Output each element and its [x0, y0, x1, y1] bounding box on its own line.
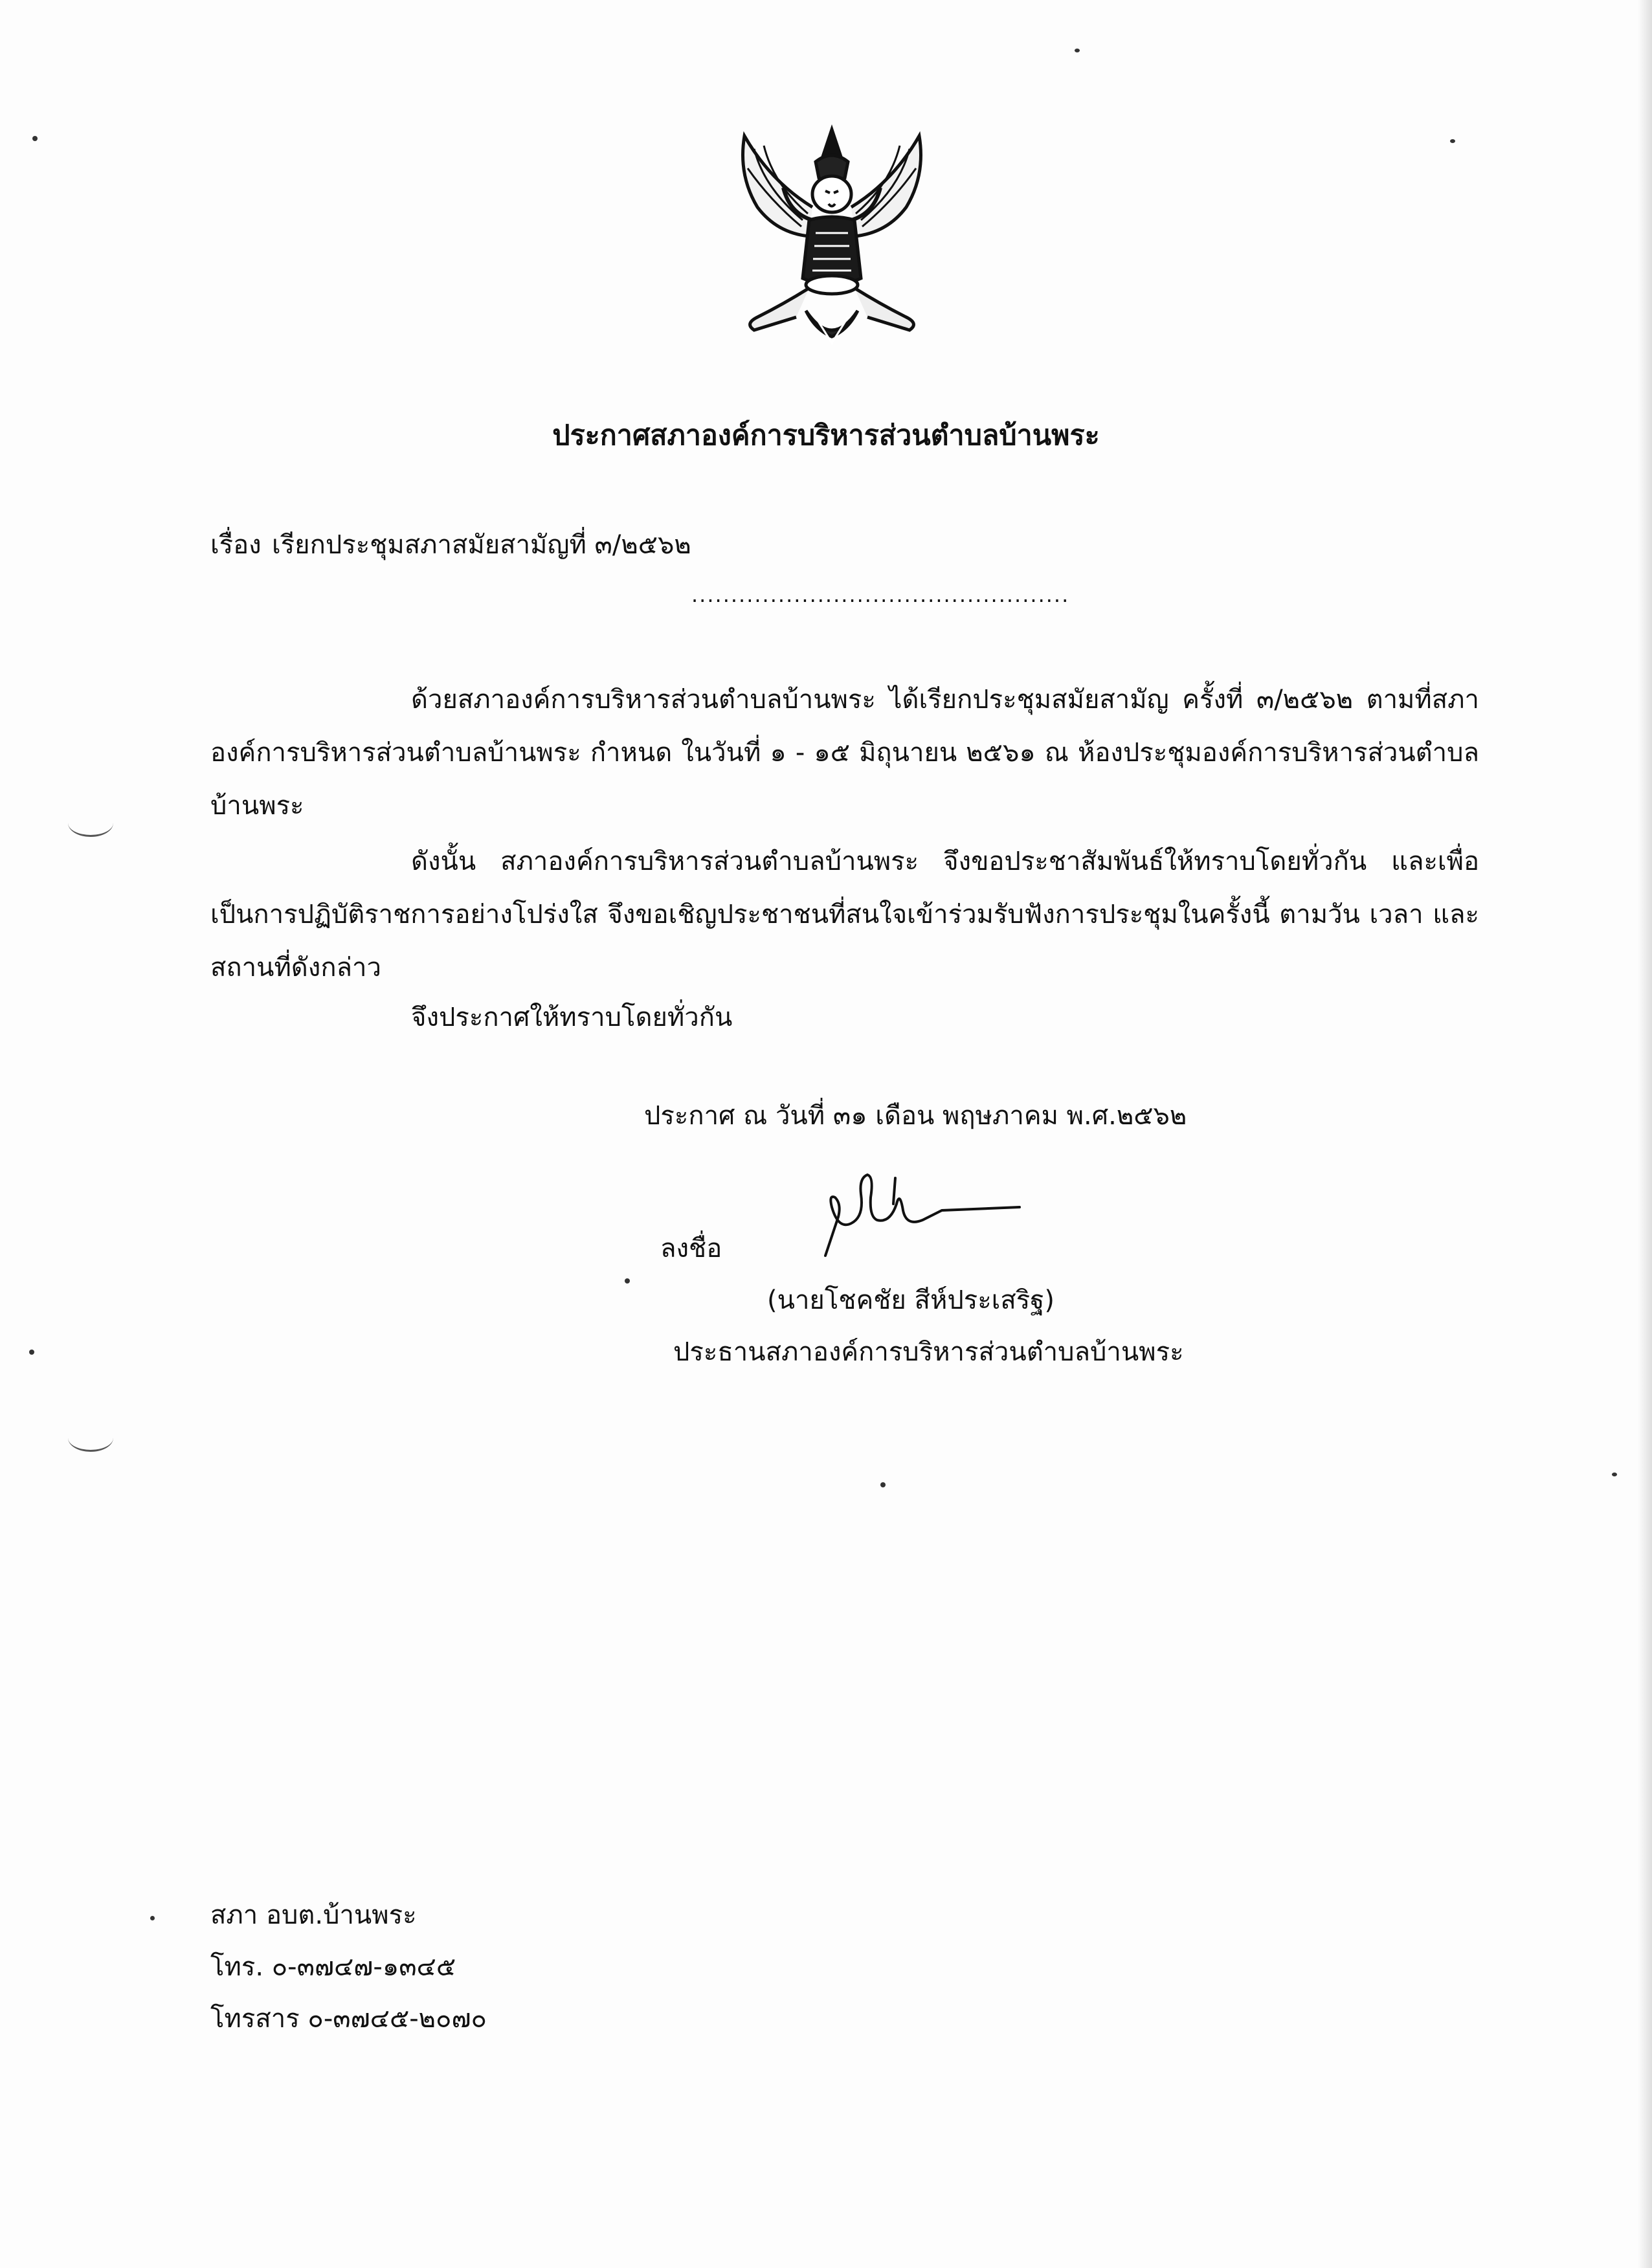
signer-name: (นายโชคชัย สีห์ประเสริฐ)	[767, 1285, 1055, 1315]
punch-hole-mark	[68, 809, 113, 837]
scan-speck	[1612, 1473, 1617, 1476]
subject-label: เรื่อง	[210, 530, 262, 560]
scan-speck	[625, 1278, 630, 1284]
scan-speck	[150, 1916, 155, 1920]
scan-edge-shadow	[1638, 0, 1652, 2268]
punch-hole-mark	[68, 1424, 113, 1452]
contact-organization: สภา อบต.บ้านพระ	[210, 1900, 417, 1930]
garuda-emblem-icon	[719, 123, 945, 356]
signer-title: ประธานสภาองค์การบริหารส่วนตำบลบ้านพระ	[673, 1337, 1184, 1367]
scan-speck	[1075, 49, 1080, 52]
body-paragraph-2: ดังนั้น สภาองค์การบริหารส่วนตำบลบ้านพระ จึงขอประชาสัมพันธ์ให้ทราบโดยทั่วกัน และเพื่อเป็นการปฏิบัติราชการอย่างโปร่งใส จึงขอเชิญประชาชนที่สนใจเข้าร่วมรับฟังการประชุมในครั้งนี้ ตามวัน เวลา และสถานที่ดังกล่าว	[210, 847, 1479, 983]
announcement-date: ประกาศ ณ วันที่ ๓๑ เดือน พฤษภาคม พ.ศ.๒๕๖๒	[644, 1101, 1187, 1131]
scan-speck	[1450, 139, 1455, 143]
contact-telephone: โทร. ๐-๓๗๔๗-๑๓๔๕	[210, 1952, 456, 1982]
dotted-divider: ................................................	[691, 583, 1070, 607]
sign-label: ลงชื่อ	[660, 1234, 722, 1263]
contact-fax: โทรสาร ๐-๓๗๔๕-๒๐๗๐	[210, 2004, 487, 2034]
scan-speck	[880, 1482, 886, 1487]
page-title: ประกาศสภาองค์การบริหารส่วนตำบลบ้านพระ	[552, 419, 1100, 452]
subject-text: เรียกประชุมสภาสมัยสามัญที่ ๓/๒๕๖๒	[272, 530, 691, 560]
scan-speck	[29, 1350, 34, 1355]
body-paragraph-1: ด้วยสภาองค์การบริหารส่วนตำบลบ้านพระ ได้เรียกประชุมสมัยสามัญ ครั้งที่ ๓/๒๕๖๒ ตามที่สภาองค์การบริหารส่วนตำบลบ้านพระ กำหนด ในวันที่ ๑ - ๑๕ มิถุนายน ๒๕๖๑ ณ ห้องประชุมองค์การบริหารส่วนตำบลบ้านพระ	[210, 685, 1479, 821]
scan-speck	[32, 136, 38, 141]
handwritten-signature	[812, 1159, 1026, 1269]
closing-line: จึงประกาศให้ทราบโดยทั่วกัน	[411, 1003, 733, 1032]
